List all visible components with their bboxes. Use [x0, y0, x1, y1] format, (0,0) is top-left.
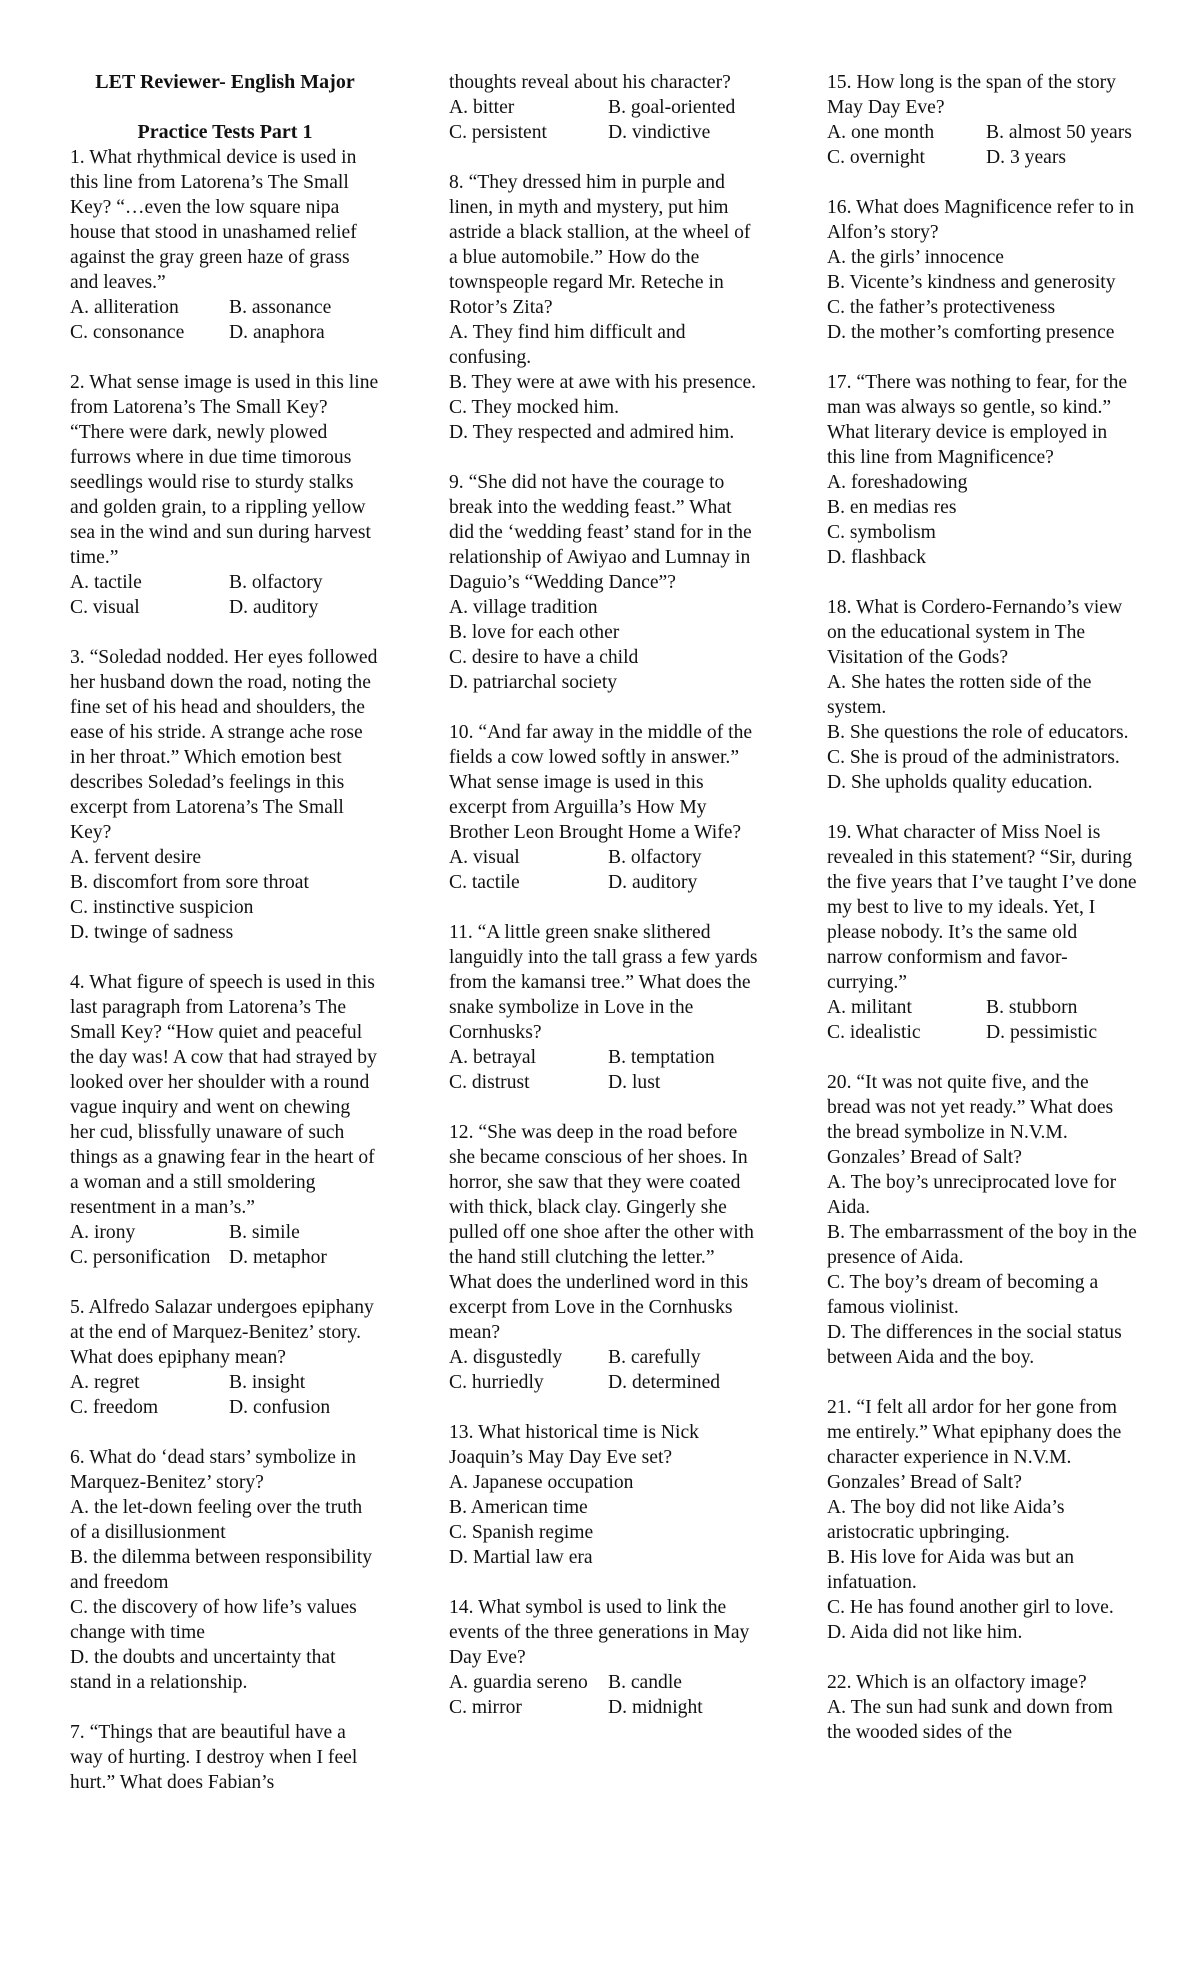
question-item	[827, 820, 1137, 1045]
answer-options	[449, 1670, 759, 1720]
answer-option: D. She upholds quality education.	[827, 772, 1093, 793]
answer-options	[449, 95, 759, 145]
question-text: 4. What figure of speech is used in this last paragraph from Latorena’s The Small Key? “How quiet and peaceful the day was! A cow that had strayed by looked over her shoulder with a round vague inquiry and went on chewing her cud, blissfully unaware of such things as a gnawing fear in the heart of a woman and a still smoldering resentment in a man’s.”	[70, 972, 377, 1218]
answer-options	[70, 1220, 380, 1270]
answer-option: D. Aida did not like him.	[827, 1622, 1023, 1643]
question-item	[70, 1295, 380, 1420]
answer-option: D. auditory	[608, 872, 698, 893]
question-item	[70, 145, 380, 345]
answer-option: B. en medias res	[827, 497, 957, 518]
answer-option: D. pessimistic	[986, 1022, 1098, 1043]
answer-option: C. mirror	[449, 1697, 522, 1718]
answer-option: B. Vicente’s kindness and generosity	[827, 272, 1116, 293]
question-item	[449, 70, 759, 145]
column-3	[827, 70, 1137, 1770]
answer-option: B. They were at awe with his presence.	[449, 372, 757, 393]
question-text: 11. “A little green snake slithered languidly into the tall grass a few yards from the kamansi tree.” What does the snake symbolize in Love in the Cornhusks?	[449, 922, 758, 1043]
answer-options	[449, 595, 759, 695]
answer-option: A. betrayal	[449, 1047, 537, 1068]
answer-options	[70, 1495, 380, 1695]
question-item	[827, 1395, 1137, 1645]
question-item	[70, 1445, 380, 1695]
answer-option: C. She is proud of the administrators.	[827, 747, 1120, 768]
answer-option: A. disgustedly	[449, 1347, 563, 1368]
answer-option: A. fervent desire	[70, 847, 202, 868]
answer-option: D. auditory	[229, 597, 319, 618]
question-text: 17. “There was nothing to fear, for the man was always so gentle, so kind.” What literary device is employed in this line from Magnificence?	[827, 372, 1128, 468]
answer-option: C. Spanish regime	[449, 1522, 594, 1543]
document-subtitle: Practice Tests Part 1	[137, 121, 313, 143]
answer-option: C. instinctive suspicion	[70, 897, 254, 918]
answer-option: B. carefully	[608, 1347, 701, 1368]
answer-option: A. They find him difficult and confusing.	[449, 322, 686, 368]
question-item	[827, 595, 1137, 795]
answer-option: D. confusion	[229, 1397, 331, 1418]
question-text: 9. “She did not have the courage to break into the wedding feast.” What did the ‘wedding feast’ stand for in the relationship of Awiyao and Lumnay in Daguio’s “Wedding Dance”?	[449, 472, 752, 593]
answer-options	[449, 1470, 759, 1570]
answer-option: D. patriarchal society	[449, 672, 618, 693]
question-text: 19. What character of Miss Noel is revealed in this statement? “Sir, during the five years that I’ve taught I’ve done my best to live to my ideals. Yet, I please nobody. It’s the same old narrow conformism and favor-currying.”	[827, 822, 1137, 993]
answer-option: C. hurriedly	[449, 1372, 544, 1393]
answer-option: C. personification	[70, 1247, 211, 1268]
answer-option: D. 3 years	[986, 147, 1066, 168]
answer-option: B. goal-oriented	[608, 97, 736, 118]
answer-options	[827, 995, 1137, 1045]
answer-option: C. persistent	[449, 122, 547, 143]
answer-option: B. the dilemma between responsibility and freedom	[70, 1547, 373, 1593]
document-title: LET Reviewer- English Major	[95, 71, 355, 93]
answer-option: D. vindictive	[608, 122, 711, 143]
answer-option: C. the father’s protectiveness	[827, 297, 1056, 318]
question-item	[827, 1670, 1137, 1745]
answer-option: C. They mocked him.	[449, 397, 619, 418]
answer-options	[70, 570, 380, 620]
answer-option: D. determined	[608, 1372, 721, 1393]
question-text: 15. How long is the span of the story May Day Eve?	[827, 72, 1116, 118]
answer-options	[827, 470, 1137, 570]
answer-option: B. candle	[608, 1672, 682, 1693]
answer-option: C. visual	[70, 597, 140, 618]
answer-option: D. the doubts and uncertainty that stand in a relationship.	[70, 1647, 336, 1693]
question-item	[449, 470, 759, 695]
question-text: 20. “It was not quite five, and the bread was not yet ready.” What does the bread symbolize in N.V.M. Gonzales’ Bread of Salt?	[827, 1072, 1114, 1168]
answer-option: A. bitter	[449, 97, 515, 118]
answer-option: B. temptation	[608, 1047, 715, 1068]
question-item	[70, 645, 380, 945]
answer-option: B. olfactory	[608, 847, 702, 868]
answer-option: B. discomfort from sore throat	[70, 872, 309, 893]
answer-option: C. He has found another girl to love.	[827, 1597, 1114, 1618]
question-text: 18. What is Cordero-Fernando’s view on the educational system in The Visitation of the Gods?	[827, 597, 1123, 668]
answer-options	[827, 1695, 1137, 1745]
answer-option: D. flashback	[827, 547, 927, 568]
answer-option: C. idealistic	[827, 1022, 921, 1043]
answer-options	[449, 320, 759, 445]
answer-option: C. tactile	[449, 872, 520, 893]
answer-option: C. overnight	[827, 147, 925, 168]
answer-option: A. the let-down feeling over the truth of a disillusionment	[70, 1497, 363, 1543]
answer-option: C. freedom	[70, 1397, 159, 1418]
answer-options	[449, 1045, 759, 1095]
answer-option: B. simile	[229, 1222, 300, 1243]
answer-options	[449, 1345, 759, 1395]
answer-option: C. the discovery of how life’s values change with time	[70, 1597, 357, 1643]
question-text: 5. Alfredo Salazar undergoes epiphany at the end of Marquez-Benitez’ story. What does epiphany mean?	[70, 1297, 374, 1368]
answer-option: B. His love for Aida was but an infatuation.	[827, 1547, 1075, 1593]
answer-option: A. militant	[827, 997, 912, 1018]
answer-option: B. insight	[229, 1372, 306, 1393]
answer-option: A. regret	[70, 1372, 140, 1393]
answer-option: B. assonance	[229, 297, 332, 318]
question-item	[449, 170, 759, 445]
answer-option: B. The embarrassment of the boy in the presence of Aida.	[827, 1222, 1137, 1268]
question-text: 12. “She was deep in the road before she became conscious of her shoes. In horror, she saw that they were coated with thick, black clay. Gingerly she pulled off one shoe after the other with the hand still clutching the letter.” What does the underlined word in this excerpt from Love in the Cornhusks mean?	[449, 1122, 754, 1343]
question-item	[70, 970, 380, 1270]
answer-option: D. twinge of sadness	[70, 922, 234, 943]
answer-option: C. consonance	[70, 322, 185, 343]
answer-option: D. metaphor	[229, 1247, 327, 1268]
question-item	[449, 1420, 759, 1570]
answer-option: D. lust	[608, 1072, 661, 1093]
question-item	[449, 1595, 759, 1720]
answer-option: C. The boy’s dream of becoming a famous violinist.	[827, 1272, 1099, 1318]
answer-option: B. almost 50 years	[986, 122, 1132, 143]
answer-option: A. guardia sereno	[449, 1672, 588, 1693]
answer-option: D. anaphora	[229, 322, 325, 343]
answer-option: A. the girls’ innocence	[827, 247, 1005, 268]
answer-option: C. desire to have a child	[449, 647, 639, 668]
answer-option: C. symbolism	[827, 522, 936, 543]
answer-option: D. the mother’s comforting presence	[827, 322, 1115, 343]
answer-option: A. one month	[827, 122, 935, 143]
answer-option: D. The differences in the social status between Aida and the boy.	[827, 1322, 1122, 1368]
answer-option: B. stubborn	[986, 997, 1078, 1018]
answer-option: D. They respected and admired him.	[449, 422, 735, 443]
question-item	[449, 920, 759, 1095]
question-item	[70, 1720, 380, 1795]
question-text: 3. “Soledad nodded. Her eyes followed her husband down the road, noting the fine set of his head and shoulders, the ease of his stride. A strange ache rose in her throat.” Which emotion best describes Soledad’s feelings in this excerpt from Latorena’s The Small Key?	[70, 647, 378, 843]
question-item	[827, 1070, 1137, 1370]
answer-options	[827, 1495, 1137, 1645]
question-text: 21. “I felt all ardor for her gone from me entirely.” What epiphany does the character experience in N.V.M. Gonzales’ Bread of Salt?	[827, 1397, 1122, 1493]
question-item	[827, 70, 1137, 170]
answer-option: A. foreshadowing	[827, 472, 968, 493]
question-text: 6. What do ‘dead stars’ symbolize in Marquez-Benitez’ story?	[70, 1447, 357, 1493]
answer-options	[827, 120, 1137, 170]
answer-option: B. She questions the role of educators.	[827, 722, 1129, 743]
answer-option: C. distrust	[449, 1072, 530, 1093]
question-text: 1. What rhythmical device is used in this line from Latorena’s The Small Key? “…even the low square nipa house that stood in unashamed relief against the gray green haze of grass and leaves.”	[70, 147, 357, 293]
question-text: 7. “Things that are beautiful have a way of hurting. I destroy when I feel hurt.” What does Fabian’s	[70, 1722, 358, 1793]
answer-option: B. olfactory	[229, 572, 323, 593]
answer-options	[827, 1170, 1137, 1370]
answer-option: B. love for each other	[449, 622, 620, 643]
answer-options	[827, 670, 1137, 795]
answer-option: A. alliteration	[70, 297, 179, 318]
question-text: thoughts reveal about his character?	[449, 72, 731, 93]
answer-options	[827, 245, 1137, 345]
answer-options	[70, 295, 380, 345]
answer-option: A. tactile	[70, 572, 142, 593]
question-item	[827, 195, 1137, 345]
answer-option: A. She hates the rotten side of the system.	[827, 672, 1092, 718]
answer-option: D. midnight	[608, 1697, 703, 1718]
answer-option: A. visual	[449, 847, 520, 868]
answer-option: B. American time	[449, 1497, 588, 1518]
answer-options	[70, 845, 380, 945]
answer-option: D. Martial law era	[449, 1547, 593, 1568]
answer-option: A. The sun had sunk and down from the wooded sides of the	[827, 1697, 1113, 1743]
column-1	[70, 70, 380, 1820]
question-text: 14. What symbol is used to link the events of the three generations in May Day Eve?	[449, 1597, 750, 1668]
question-text: 8. “They dressed him in purple and linen, in myth and mystery, put him astride a black stallion, at the wheel of a blue automobile.” How do the townspeople regard Mr. Reteche in Rotor’s Zita?	[449, 172, 751, 318]
question-item	[449, 1120, 759, 1395]
question-item	[70, 370, 380, 620]
answer-options	[449, 845, 759, 895]
answer-options	[70, 1370, 380, 1420]
answer-option: A. village tradition	[449, 597, 598, 618]
question-text: 10. “And far away in the middle of the fields a cow lowed softly in answer.” What sense image is used in this excerpt from Arguilla’s How My Brother Leon Brought Home a Wife?	[449, 722, 753, 843]
column-2	[449, 70, 759, 1745]
question-text: 22. Which is an olfactory image?	[827, 1672, 1087, 1693]
answer-option: A. irony	[70, 1222, 136, 1243]
question-text: 2. What sense image is used in this line from Latorena’s The Small Key? “There were dark, newly plowed furrows where in due time timorous seedlings would rise to sturdy stalks and golden grain, to a rippling yellow sea in the wind and sun during harvest time.”	[70, 372, 379, 568]
question-text: 16. What does Magnificence refer to in Alfon’s story?	[827, 197, 1135, 243]
answer-option: A. Japanese occupation	[449, 1472, 634, 1493]
question-text: 13. What historical time is Nick Joaquin’s May Day Eve set?	[449, 1422, 699, 1468]
answer-option: A. The boy’s unreciprocated love for Aida.	[827, 1172, 1117, 1218]
answer-option: A. The boy did not like Aida’s aristocratic upbringing.	[827, 1497, 1065, 1543]
question-item	[449, 720, 759, 895]
question-item	[827, 370, 1137, 570]
